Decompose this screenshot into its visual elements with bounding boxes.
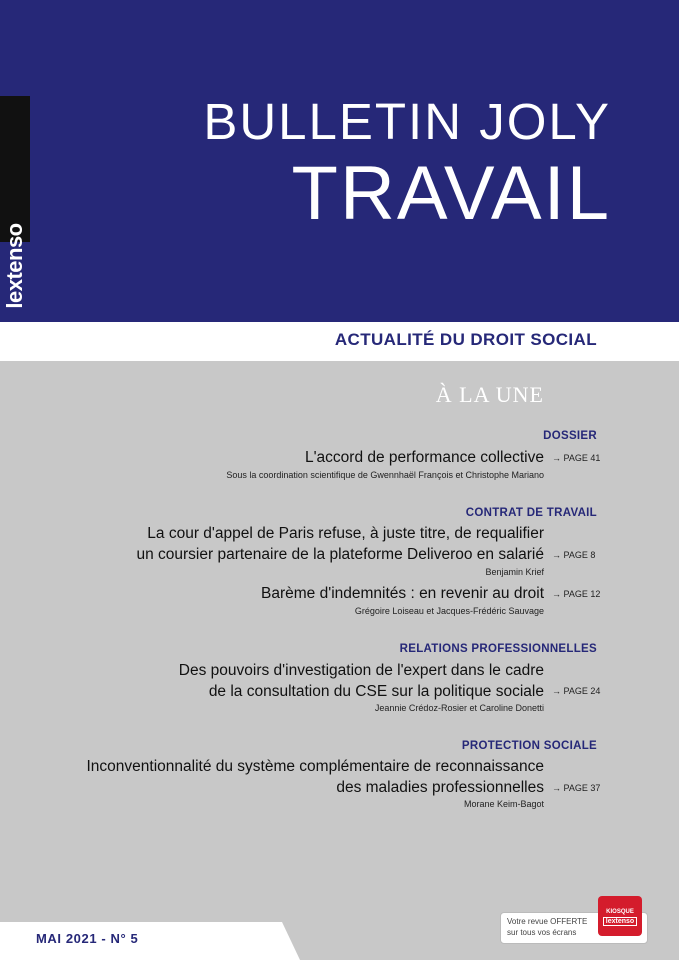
- page-reference[interactable]: → PAGE 8: [552, 550, 596, 560]
- article-title[interactable]: La cour d'appel de Paris refuse, à juste titre, de requalifier un coursier partenaire de la plateforme Deliveroo en salarié: [136, 525, 544, 563]
- kiosk-logo-top: KIOSQUE: [606, 909, 634, 915]
- rubric-relations-professionnelles: RELATIONS PROFESSIONNELLES: [399, 643, 597, 655]
- article-authors: Morane Keim-Bagot: [463, 799, 544, 809]
- a-la-une-heading: À LA UNE: [435, 382, 544, 407]
- article-title[interactable]: Inconventionnalité du système complémentaire de reconnaissance des maladies professionnelles: [86, 758, 544, 796]
- journal-subtitle: ACTUALITÉ DU DROIT SOCIAL: [334, 330, 597, 349]
- article-authors: Jeannie Crédoz-Rosier et Caroline Donetti: [374, 703, 544, 713]
- article-title[interactable]: L'accord de performance collective: [304, 449, 544, 466]
- page-reference[interactable]: → PAGE 37: [552, 783, 601, 793]
- article-title[interactable]: Barème d'indemnités : en revenir au droit: [261, 585, 544, 602]
- page-reference[interactable]: → PAGE 12: [552, 589, 601, 599]
- kiosk-logo-bottom: lextenso: [603, 917, 637, 926]
- article-authors: Sous la coordination scientifique de Gwennhaël François et Christophe Mariano: [226, 470, 544, 480]
- article-authors: Benjamin Krief: [485, 567, 544, 577]
- rubric-protection-sociale: PROTECTION SOCIALE: [461, 740, 597, 752]
- page-reference[interactable]: → PAGE 41: [552, 453, 601, 463]
- kiosk-offer-line1: Votre revue OFFERTE: [507, 917, 588, 926]
- page-reference[interactable]: → PAGE 24: [552, 686, 601, 696]
- issue-number: MAI 2021 - N° 5: [36, 931, 139, 946]
- publisher-logo: lextenso: [2, 223, 27, 309]
- kiosk-offer-line2: sur tous vos écrans: [507, 928, 577, 937]
- rubric-contrat-de-travail: CONTRAT DE TRAVAIL: [465, 507, 597, 519]
- journal-title-line1: BULLETIN JOLY: [203, 93, 611, 150]
- article-authors: Grégoire Loiseau et Jacques-Frédéric Sauvage: [354, 606, 544, 616]
- kiosk-logo[interactable]: [598, 896, 642, 936]
- article-title[interactable]: Des pouvoirs d'investigation de l'expert dans le cadre de la consultation du CSE sur la politique sociale: [178, 662, 544, 700]
- publisher-tab: [0, 96, 30, 309]
- journal-title-line2: TRAVAIL: [291, 151, 611, 236]
- rubric-dossier: DOSSIER: [543, 430, 597, 442]
